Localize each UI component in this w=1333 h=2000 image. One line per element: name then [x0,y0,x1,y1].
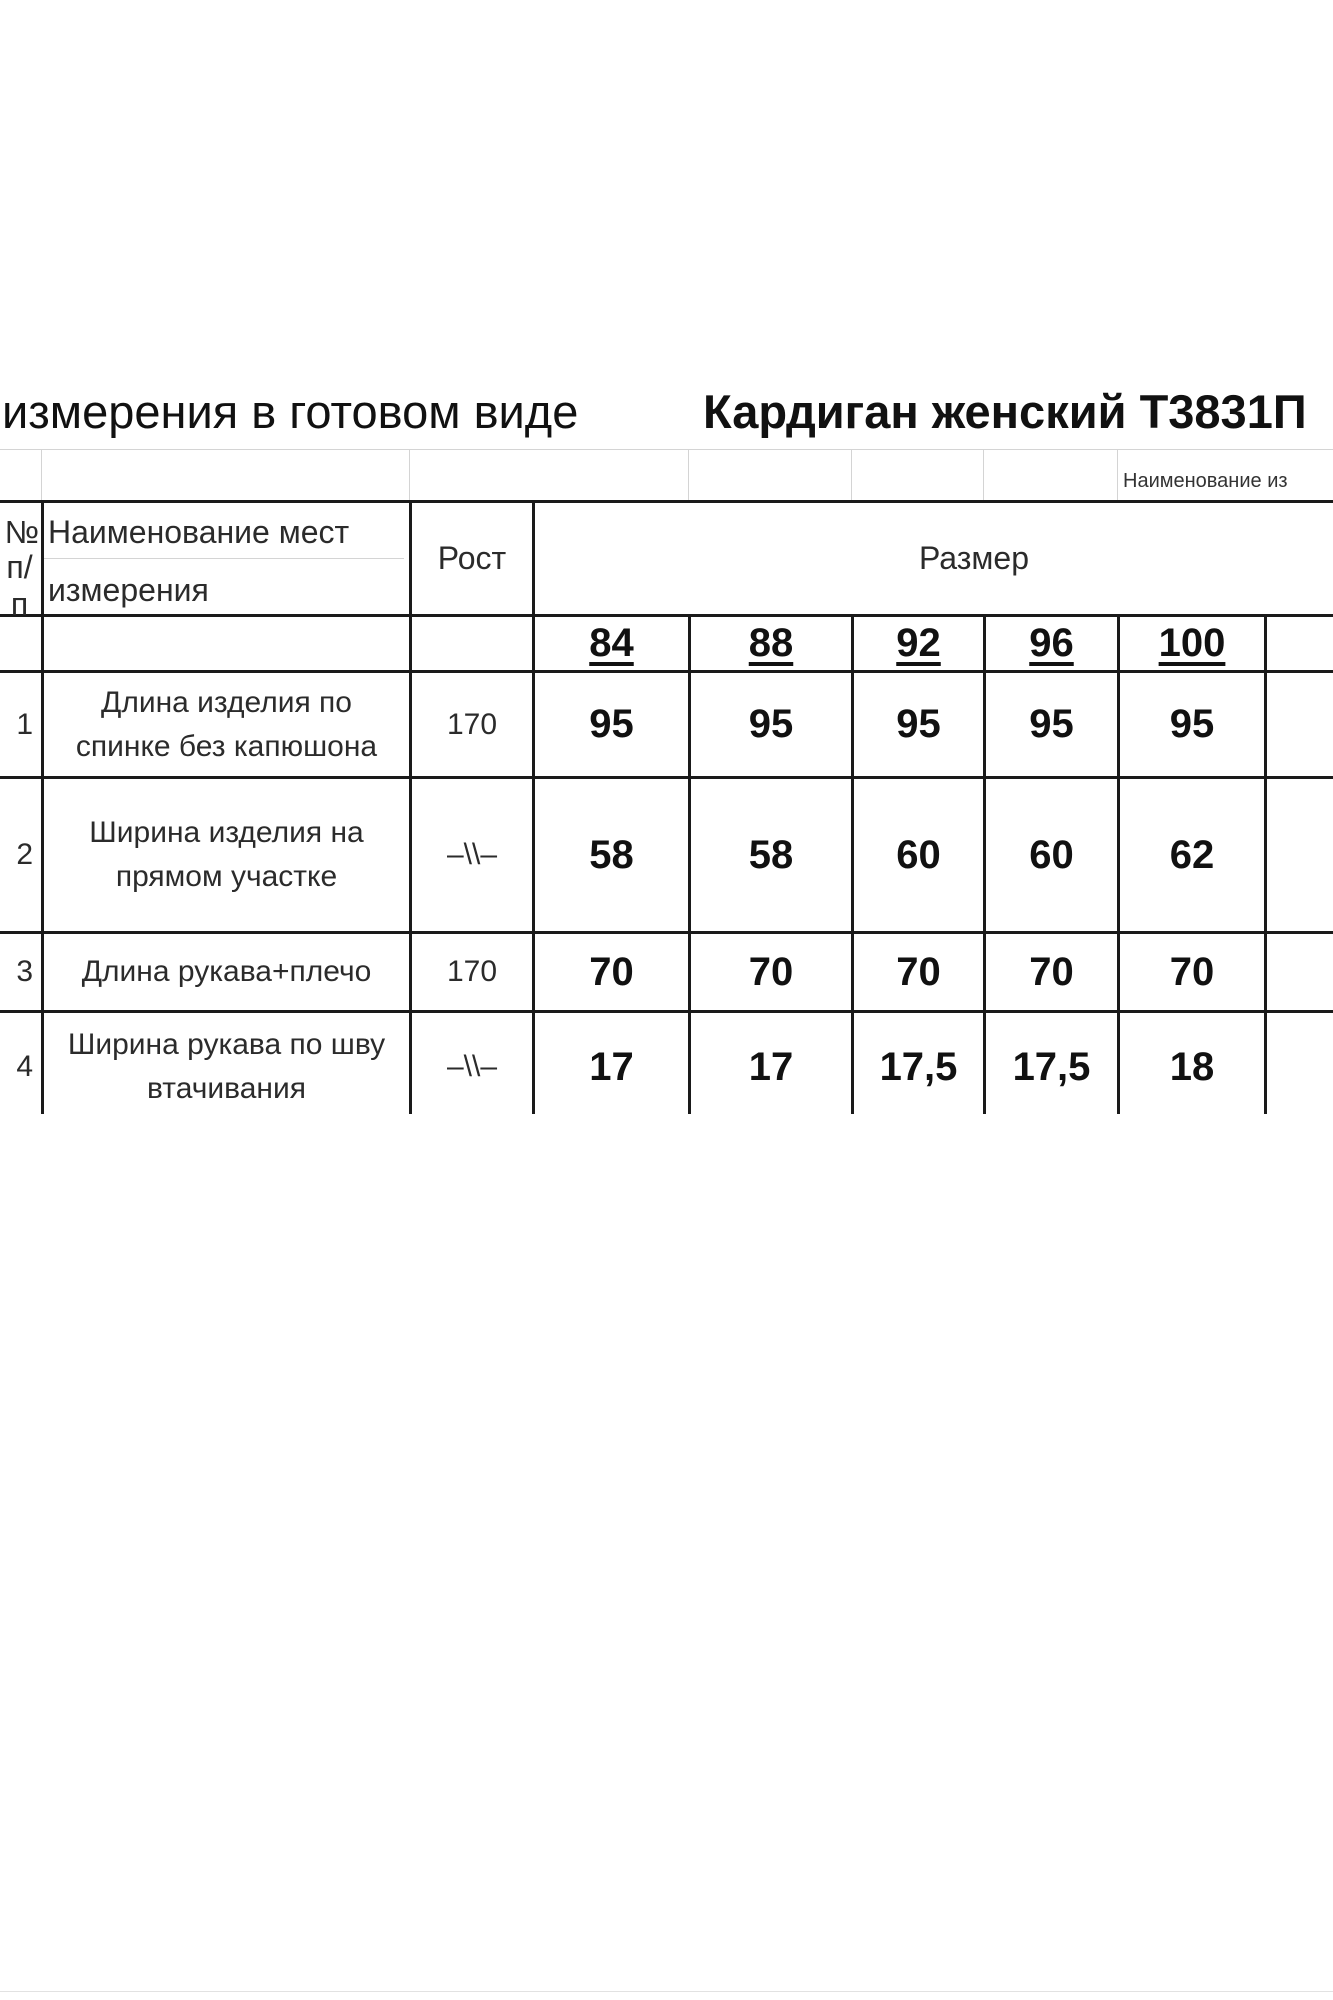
size-label: 84 [589,621,634,665]
page-title-left: измерения в готовом виде [2,385,579,438]
table-cell-value: 17,5 [879,1044,958,1089]
table-cell-value: 70 [1169,949,1215,994]
measure-name [44,934,409,1010]
gridline [0,449,1333,450]
measure-name-line: Длина рукава+плечо [81,955,372,988]
bottom-divider [0,1991,1333,1992]
height-value: –\\– [446,1050,498,1083]
header-measure-bottom: измерения [48,572,209,608]
size-label: 92 [896,621,941,665]
table-cell-value: 60 [1029,832,1074,877]
header-number-bottom: п/п [6,549,33,622]
table-cell-value: 58 [589,832,634,877]
gridline [688,449,689,500]
measure-name-line: спинке без капюшона [75,729,378,763]
row-number: 4 [16,1050,33,1083]
measure-name-line: прямом участке [115,860,338,893]
size-label: 88 [748,621,794,665]
page-title-right: Кардиган женский Т3831П [703,385,1307,438]
table-cell-value: 62 [1169,832,1215,877]
header-height: Рост [437,540,507,576]
table-cell-value: 70 [896,949,941,994]
table-cell-value: 17,5 [1012,1044,1091,1089]
header-number-top: № [4,513,39,550]
measure-name [44,673,409,776]
table-cell-value: 70 [589,949,634,994]
measure-name [44,779,409,931]
table-cell-value: 70 [1029,949,1074,994]
height-value: 170 [446,955,498,988]
header-measure-top: Наименование мест [48,514,350,550]
table-cell-value: 17 [748,1044,794,1089]
gridline [851,449,852,500]
gridline [1117,449,1118,500]
gridline [983,449,984,500]
table-cell-value: 58 [748,832,794,877]
table-cell-value: 95 [896,702,941,746]
table-cell-value: 17 [589,1044,634,1089]
row-number: 2 [16,838,33,871]
table-cell-value: 95 [589,702,634,746]
table-cell-value: 95 [1169,702,1215,746]
table-cell-value: 18 [1169,1044,1215,1089]
table-cell-value: 70 [748,949,794,994]
header-size: Размер [919,540,1029,576]
row-number: 1 [16,707,33,741]
measure-name-line: втачивания [147,1072,306,1105]
measure-name [44,1013,409,1121]
table-cell-value: 95 [748,702,794,746]
size-label: 96 [1029,621,1074,665]
gridline [409,449,410,500]
crop-mask [0,1114,1333,1194]
measure-name-line: Ширина изделия на [89,816,364,849]
table-cell-value: 95 [1029,702,1074,746]
row-number: 3 [16,955,33,988]
gridline [41,449,42,500]
height-value: –\\– [446,838,498,871]
gridline [44,558,404,559]
height-value: 170 [446,707,498,741]
measure-name-line: Длина изделия по [101,685,352,719]
table-cell-value: 60 [896,832,941,877]
header-note: Наименование из [1123,470,1288,492]
table-border [1264,614,1267,1114]
size-label: 100 [1158,621,1226,665]
measure-name-line: Ширина рукава по шву [67,1028,386,1061]
